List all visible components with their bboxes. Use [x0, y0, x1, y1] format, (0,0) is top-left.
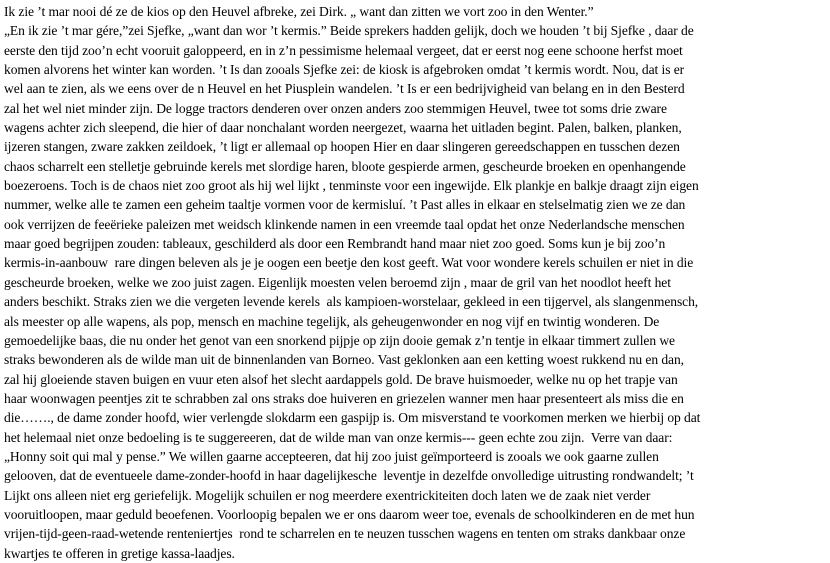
text-line: anders beschikt. Straks zien we die vergeten levende kerels als kampioen-worstelaar, gekleed in een tijgervel, als slangenmensch,: [4, 294, 699, 310]
text-line: komen alvorens het winter kan worden. ’t Is dan zooals Sjefke zei: de kiosk is afgebroken omdat ’t kermis wordt. Nou, dat is er: [4, 62, 685, 78]
text-line: die……., de dame zonder hoofd, wier verlengde slokdarm een gaspijp is. Om misverstand te voorkomen merken we hierbij op dat: [4, 410, 701, 426]
text-line: zal hij gloeiende staven buigen en vuur eten alsof het slecht aardappels gold. De brave huismoeder, welke nu op het trapje van: [4, 371, 678, 387]
text-line: „En ik zie ’t mar gére,”zei Sjefke, „want dan wor ’t kermis.” Beide sprekers hadden gelijk, doch we houden ’t bij Sjefke , daar de: [4, 23, 694, 39]
text-line: het helemaal niet onze bedoeling is te suggereeren, dat de wilde man van onze kermis--- geen echte zou zijn. Verre van daar:: [4, 429, 673, 445]
text-line: vrijen-tijd-geen-raad-wetende renteniertjes rond te scharrelen en te neuzen tusschen wagens en tenten om straks dankbaar onze: [4, 526, 686, 542]
text-line: straks bewonderen als de wilde man uit de binnenlanden van Borneo. Vast geklonken aan een ketting woest rukkend nu en dan,: [4, 352, 684, 368]
text-line: maar goed begrijpen zouden: tableaux, geschilderd als door een Rembrandt hand maar niet zoo goed. Soms kun je bij zoo’n: [4, 236, 666, 252]
text-line: wagens achter zich sleepend, die hier of daar nonchalant worden neergezet, waarna het uitladen begint. Palen, balken, planken,: [4, 120, 682, 136]
text-line: vooruitloopen, maar geduld beoefenen. Voorloopig bepalen we er ons daarom weer toe, evenals de schoolkinderen en de met hun: [4, 506, 695, 522]
text-line: gelooven, dat de eventueele dame-zonder-hoofd in haar dagelijkesche leventje in dezelfde onvolledige uitrusting rondwandelt; ’t: [4, 468, 694, 484]
text-line: boezeroens. Toch is de chaos niet zoo groot als hij wel lijkt , tenminste voor een ingewijde. Elk plankje en balkje draagt zijn eigen: [4, 178, 699, 194]
text-line: als meester op alle wapens, als pop, mensch en machine tegelijk, als geheugenwonder en nog vijf en twintig wonderen. De: [4, 313, 660, 329]
text-line: zal het wel niet minder zijn. De logge tractors denderen over onzen anders zoo stemmigen Heuvel, twee tot soms drie zware: [4, 100, 667, 116]
text-line: gemoedelijke baas, die nu onder het genot van een snorkend pijpje op zijn dooie gemak z’n tentje in elkaar timmert zullen we: [4, 332, 675, 348]
text-line: haar woonwagen peentjes zit te schrabben zal ons straks doe huiveren en griezelen wanner men haar presenteert als miss die en: [4, 390, 684, 406]
text-line: wel aan te zien, als we eens over de n Heuvel en het Piusplein wandelen. ’t Is er een bedrijvigheid van belang en in den Besterd: [4, 81, 685, 97]
article-text: [4, 2, 826, 563]
text-line: „Honny soit qui mal y pense.” We willen gaarne accepteeren, dat hij zoo juist geïmporteerd is zooals we ook gaarne zullen: [4, 448, 659, 464]
text-line: ook verrijzen de feeërieke paleizen met weidsch klinkende namen in een vreemde taal opdat het onze Nederlandsche menschen: [4, 216, 685, 232]
text-line: ijzeren stangen, zware zakken zeildoek, ’t ligt er allemaal op hoopen Hier en daar slingeren gereedschappen en tusschen dezen: [4, 139, 680, 155]
text-line: kermis-in-aanbouw rare dingen beleven als je je oogen een beetje den kost geeft. Wat voor wondere kerels schuilen er niet in die: [4, 255, 694, 271]
text-line: Ik zie ’t mar nooi dé ze de kios op den Heuvel afbreke, zei Dirk. „ want dan zitten we vort zoo in den Wenter.”: [4, 4, 594, 19]
text-line: kwartjes te offeren in gretige kassa-laadjes.: [4, 545, 235, 561]
text-line: chaos scharrelt een stelletje gebruinde kerels met slordige haren, bloote gespierde armen, gescheurde broeken en openhangende: [4, 158, 686, 174]
text-line: gescheurde broeken, welke we zoo juist zagen. Eigenlijk moesten velen beroemd zijn , maar de gril van het noodlot heeft het: [4, 274, 671, 290]
text-line: nummer, welke alle te zamen een geheim taaltje vormen voor de kermisluí. ’t Past alles in elkaar en stelselmatig zien we ze dan: [4, 197, 686, 213]
text-line: eerste den tijd zoo’n echt vooruit galoppeerd, en in z’n pessimisme helemaal vergeet, dat er eerst nog eene schoone herfst moet: [4, 42, 683, 58]
text-line: Lijkt ons alleen niet erg geriefelijk. Mogelijk schuilen er nog meerdere exentrickiteiten doch laten we de zaak niet verder: [4, 487, 651, 503]
